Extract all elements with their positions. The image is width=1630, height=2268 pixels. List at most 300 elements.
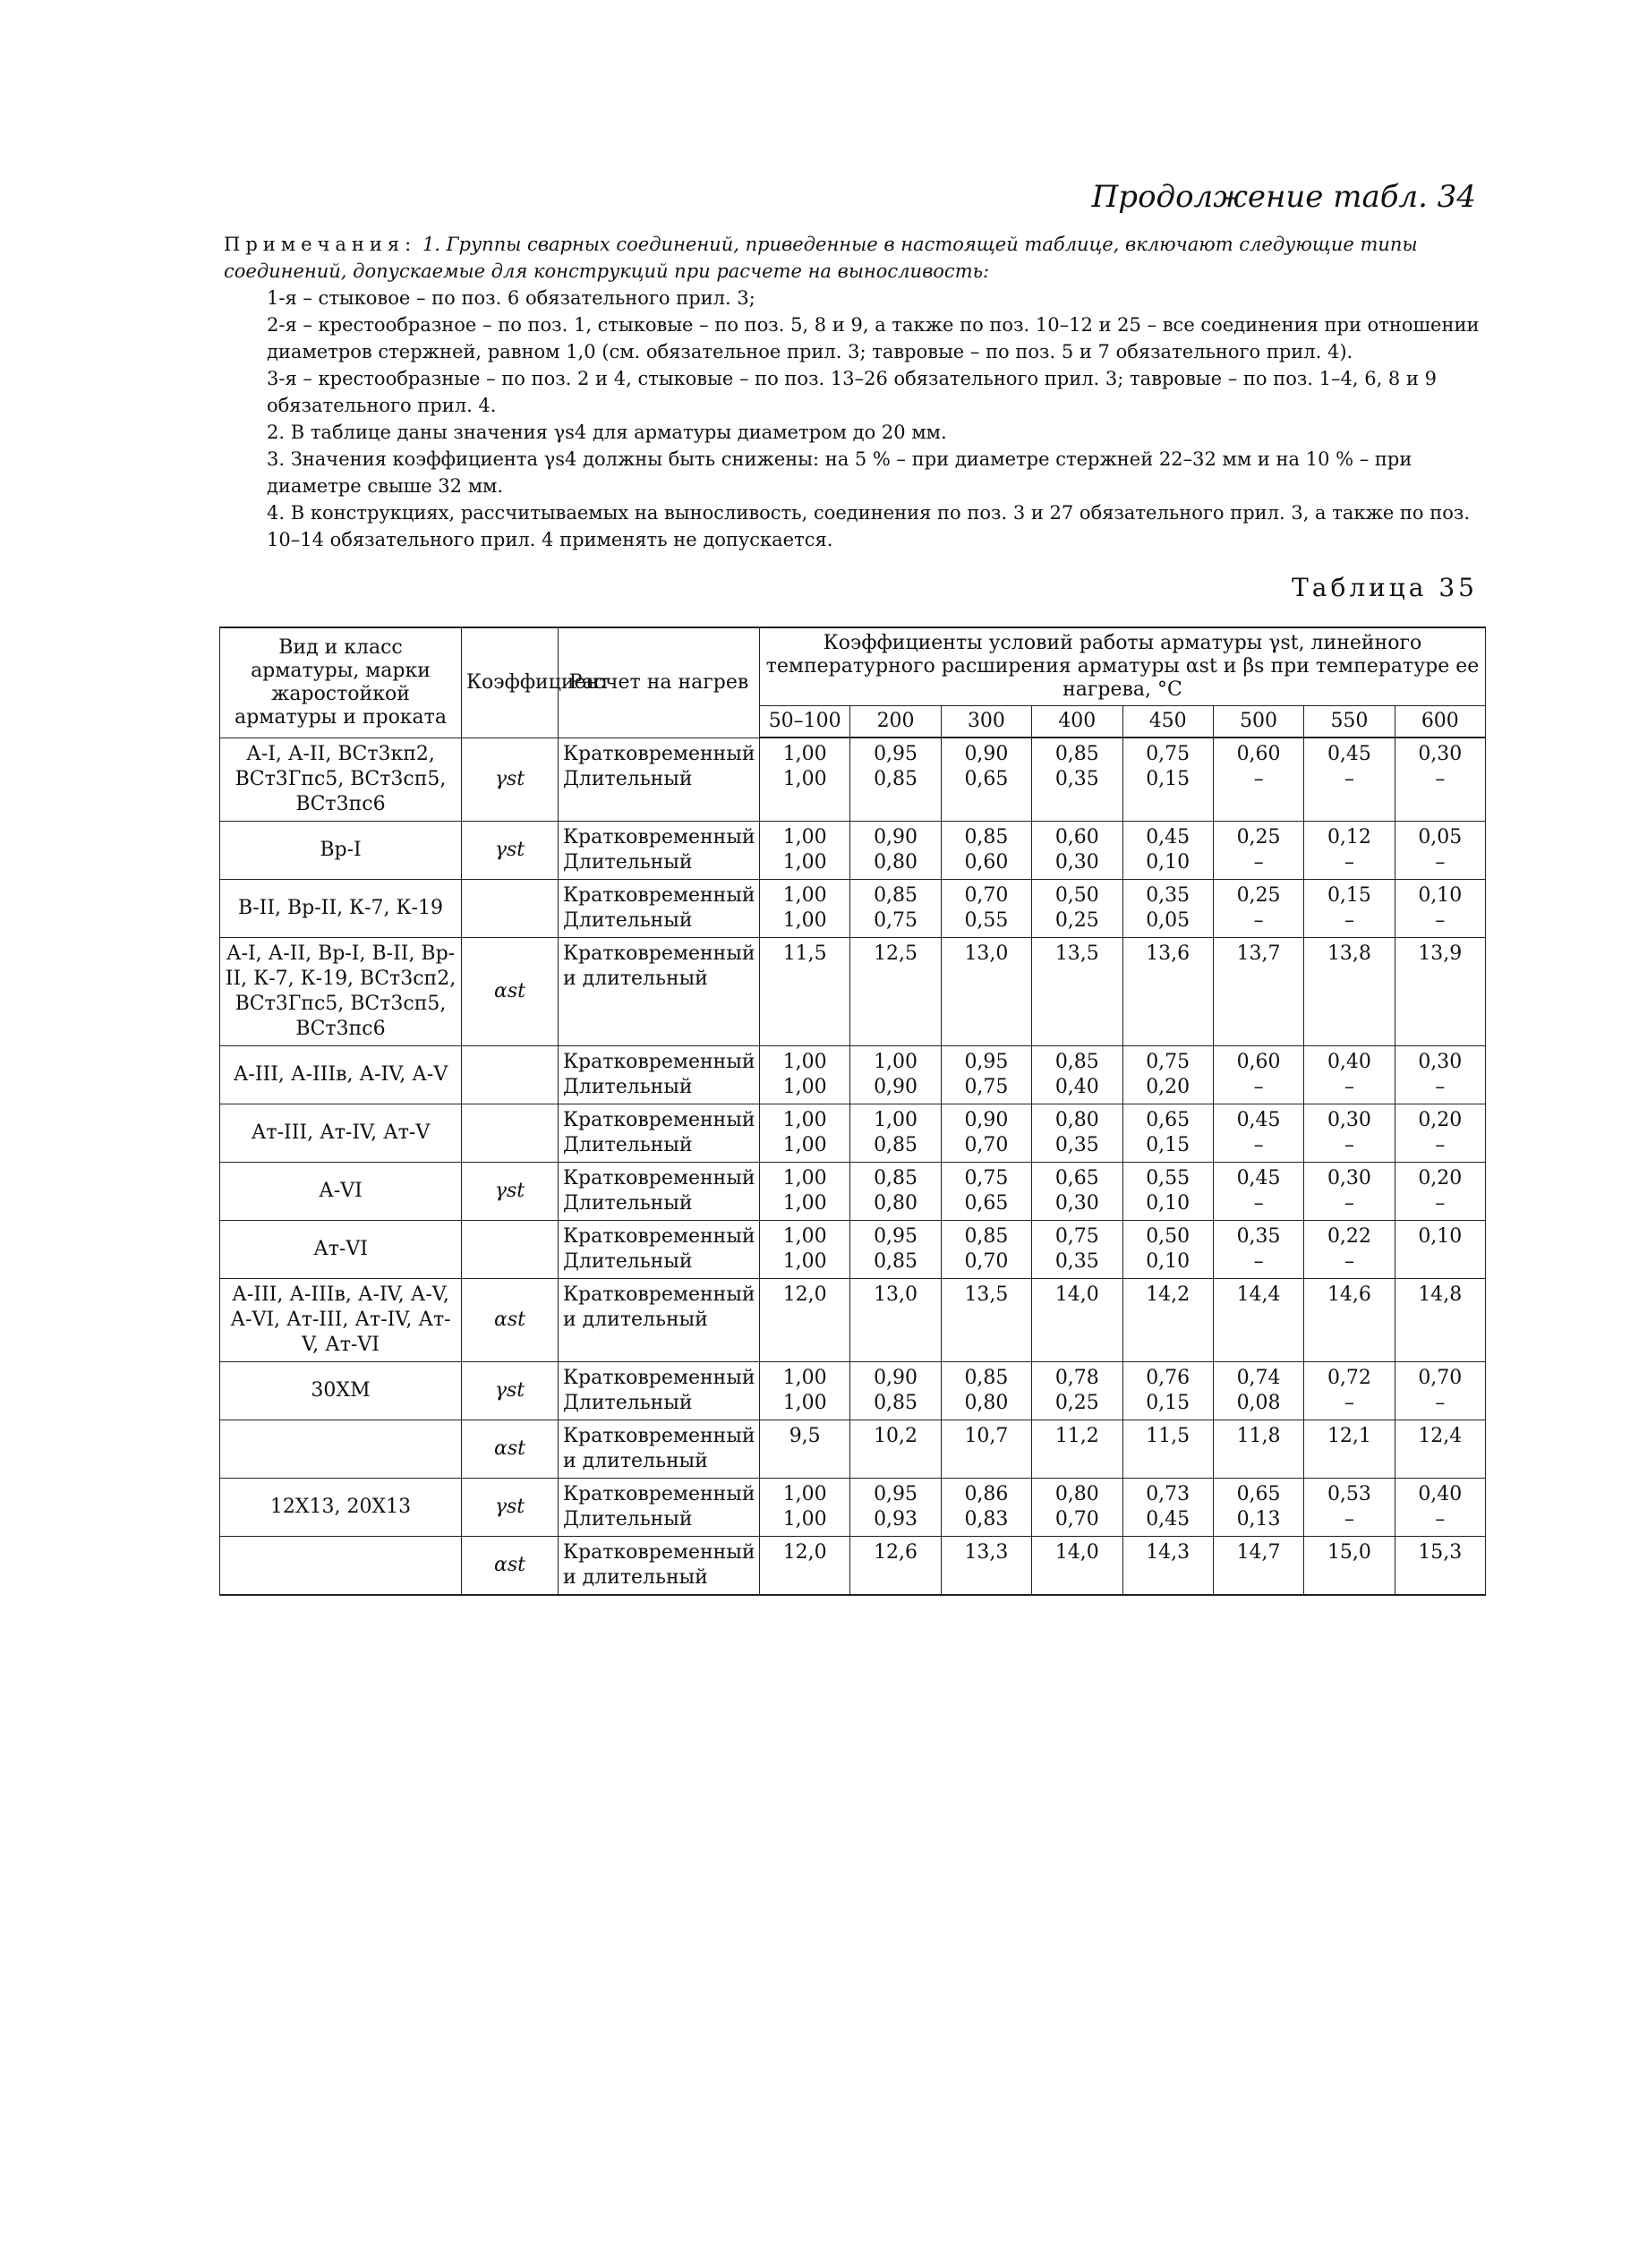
value-line: 0,80 xyxy=(874,850,918,874)
value-cell xyxy=(1304,937,1395,1045)
note-3: 3. Значения коэффициента γs4 должны быть снижены: на 5 % – при диаметре стержней 22–32 мм и на 10 % – при диаметре свыше 32 мм. xyxy=(267,448,1412,497)
value-line: 0,40 xyxy=(1054,1075,1099,1098)
calc-line: Длительный xyxy=(563,908,693,932)
value-line: 0,53 xyxy=(1327,1482,1371,1505)
value-line: 0,05 xyxy=(1146,908,1190,932)
calc-cell xyxy=(559,1045,760,1104)
value-cell xyxy=(941,1420,1031,1478)
coef-cell: γst xyxy=(462,1162,559,1220)
value-line: 0,85 xyxy=(874,1133,918,1156)
value-line: 0,95 xyxy=(874,1482,918,1505)
value-line: 13,0 xyxy=(964,942,1009,965)
value-cell xyxy=(850,937,941,1045)
value-cell xyxy=(1213,1361,1303,1420)
value-cell xyxy=(1122,879,1213,937)
calc-line: Кратковременный xyxy=(563,1424,755,1447)
value-line: 0,30 xyxy=(1327,1166,1371,1189)
value-cell xyxy=(1213,1104,1303,1162)
temperature-header: 550 xyxy=(1304,706,1395,738)
kind-cell: Вр-I xyxy=(220,821,462,879)
value-cell xyxy=(850,1162,941,1220)
value-cell xyxy=(1395,879,1485,937)
value-cell xyxy=(1032,1220,1122,1278)
calc-line: Кратковременный xyxy=(563,1224,755,1248)
value-cell xyxy=(941,738,1031,821)
temperature-header: 500 xyxy=(1213,706,1303,738)
value-line: – xyxy=(1253,1191,1264,1215)
value-line: 0,55 xyxy=(1146,1166,1190,1189)
calc-line: и длительный xyxy=(563,1449,708,1472)
calc-line: Кратковременный xyxy=(563,1366,755,1389)
value-cell xyxy=(760,821,850,879)
value-line: 9,5 xyxy=(789,1424,821,1447)
value-cell xyxy=(760,1045,850,1104)
table-row xyxy=(220,1536,1486,1595)
value-line: 0,70 xyxy=(964,1249,1009,1273)
table-title: Таблица 35 xyxy=(1292,573,1478,602)
value-line: 0,76 xyxy=(1146,1366,1190,1389)
value-line: – xyxy=(1435,1391,1446,1414)
value-line: 13,7 xyxy=(1236,942,1281,965)
value-cell xyxy=(1122,1104,1213,1162)
value-line: 0,60 xyxy=(964,850,1009,874)
calc-line: Длительный xyxy=(563,1391,693,1414)
value-line: 0,75 xyxy=(964,1166,1009,1189)
value-cell xyxy=(1304,1278,1395,1361)
value-cell xyxy=(1395,1104,1485,1162)
value-line: 0,95 xyxy=(874,1224,918,1248)
kind-cell: Ат-VI xyxy=(220,1220,462,1278)
value-line: 0,70 xyxy=(964,1133,1009,1156)
value-line: 14,6 xyxy=(1327,1283,1371,1306)
header-kind: Вид и класс арматуры, марки жаростойкой арматуры и проката xyxy=(220,627,462,738)
value-cell xyxy=(1304,821,1395,879)
value-line: 14,0 xyxy=(1054,1540,1099,1564)
calc-line: Кратковременный xyxy=(563,825,755,848)
coef-cell: γst xyxy=(462,821,559,879)
continuation-caption: Продолжение табл. 34 xyxy=(1091,179,1476,215)
table-row xyxy=(220,1278,1486,1361)
value-cell xyxy=(760,1478,850,1536)
value-cell xyxy=(941,821,1031,879)
value-line: 0,90 xyxy=(874,825,918,848)
value-line: 11,5 xyxy=(782,942,827,965)
value-cell xyxy=(1213,879,1303,937)
value-line: 0,45 xyxy=(1146,1507,1190,1530)
value-line: 12,4 xyxy=(1418,1424,1463,1447)
value-line: 0,93 xyxy=(874,1507,918,1530)
value-line: 0,75 xyxy=(1146,1050,1190,1073)
value-line: 0,15 xyxy=(1327,883,1371,907)
value-cell xyxy=(1122,1420,1213,1478)
value-cell xyxy=(1213,821,1303,879)
value-line: – xyxy=(1253,1133,1264,1156)
coef-cell xyxy=(462,879,559,937)
calc-line: Кратковременный xyxy=(563,942,755,965)
calc-line: и длительный xyxy=(563,967,708,990)
value-cell xyxy=(760,879,850,937)
calc-line: и длительный xyxy=(563,1565,708,1589)
value-line: 0,35 xyxy=(1236,1224,1281,1248)
kind-cell: А-III, А-IIIв, А-IV, А-V xyxy=(220,1045,462,1104)
value-cell xyxy=(850,1220,941,1278)
value-cell xyxy=(850,879,941,937)
header-row xyxy=(220,627,1486,706)
value-line: 0,75 xyxy=(1146,743,1190,765)
value-cell xyxy=(1122,937,1213,1045)
value-cell xyxy=(1032,937,1122,1045)
value-line: 0,95 xyxy=(874,743,918,765)
calc-cell xyxy=(559,1104,760,1162)
value-line: 0,30 xyxy=(1054,1191,1099,1215)
value-cell xyxy=(941,1478,1031,1536)
temperature-header: 450 xyxy=(1122,706,1213,738)
value-line: 1,00 xyxy=(782,1366,827,1389)
calc-line: Длительный xyxy=(563,1191,693,1215)
value-line: 0,30 xyxy=(1327,1108,1371,1131)
value-line: 0,65 xyxy=(964,768,1009,790)
value-line: 0,40 xyxy=(1327,1050,1371,1073)
value-line: 1,00 xyxy=(782,1166,827,1189)
value-cell xyxy=(1304,1536,1395,1595)
value-line: 0,65 xyxy=(1054,1166,1099,1189)
kind-cell: В-II, Вр-II, К-7, К-19 xyxy=(220,879,462,937)
calc-line: Кратковременный xyxy=(563,742,755,765)
value-cell xyxy=(1395,1420,1485,1478)
value-cell xyxy=(1122,1478,1213,1536)
value-cell xyxy=(1395,1162,1485,1220)
value-cell xyxy=(1304,1478,1395,1536)
value-line: 1,00 xyxy=(782,1224,827,1248)
value-cell xyxy=(1032,1420,1122,1478)
value-line: 0,85 xyxy=(964,1224,1009,1248)
kind-cell: А-VI xyxy=(220,1162,462,1220)
table-row xyxy=(220,1478,1486,1536)
value-cell xyxy=(1395,937,1485,1045)
coef-cell: αst xyxy=(462,1536,559,1595)
value-line: 15,3 xyxy=(1418,1540,1463,1564)
value-line: 0,25 xyxy=(1236,825,1281,848)
value-cell xyxy=(941,937,1031,1045)
value-cell xyxy=(1213,738,1303,821)
table-row xyxy=(220,1220,1486,1278)
value-line: – xyxy=(1435,850,1446,874)
calc-cell xyxy=(559,738,760,821)
value-line: 1,00 xyxy=(782,1050,827,1073)
value-cell xyxy=(1032,1278,1122,1361)
note-2: 2. В таблице даны значения γs4 для арматуры диаметром до 20 мм. xyxy=(267,422,947,443)
value-cell xyxy=(1122,1220,1213,1278)
kind-cell: Ат-III, Ат-IV, Ат-V xyxy=(220,1104,462,1162)
value-line: 0,90 xyxy=(874,1075,918,1098)
table-row xyxy=(220,738,1486,821)
value-line: 0,83 xyxy=(964,1507,1009,1530)
table-row xyxy=(220,1104,1486,1162)
value-cell xyxy=(1304,1420,1395,1478)
note-1-group-1: 1-я – стыковое – по поз. 6 обязательного прил. 3; xyxy=(267,287,755,309)
value-line: 11,2 xyxy=(1054,1424,1099,1447)
value-line: 0,25 xyxy=(1054,908,1099,932)
value-line: – xyxy=(1253,850,1264,874)
coef-cell xyxy=(462,1220,559,1278)
value-cell xyxy=(850,1045,941,1104)
value-line: 0,40 xyxy=(1418,1482,1463,1505)
value-line: 14,4 xyxy=(1236,1283,1281,1306)
value-cell xyxy=(1304,1045,1395,1104)
value-line: 0,22 xyxy=(1327,1224,1371,1248)
value-line: 0,85 xyxy=(874,768,918,790)
value-line: 14,7 xyxy=(1236,1540,1281,1564)
calc-cell xyxy=(559,1478,760,1536)
calc-cell xyxy=(559,1162,760,1220)
value-cell xyxy=(941,1278,1031,1361)
value-line: 0,10 xyxy=(1418,1224,1463,1248)
value-cell xyxy=(1032,738,1122,821)
calc-line: и длительный xyxy=(563,1308,708,1331)
value-line: 0,10 xyxy=(1146,1249,1190,1273)
value-cell xyxy=(760,1536,850,1595)
value-line: 10,7 xyxy=(964,1424,1009,1447)
value-line: 1,00 xyxy=(782,1391,827,1414)
coefficients-table xyxy=(219,627,1486,1596)
table-row xyxy=(220,1162,1486,1220)
value-line: 0,85 xyxy=(874,883,918,907)
value-line: 0,85 xyxy=(964,1366,1009,1389)
value-cell xyxy=(850,1420,941,1478)
calc-cell xyxy=(559,1278,760,1361)
value-line: 0,35 xyxy=(1054,1249,1099,1273)
value-cell xyxy=(760,1278,850,1361)
calc-cell xyxy=(559,1220,760,1278)
value-cell xyxy=(941,1104,1031,1162)
coef-cell xyxy=(462,1104,559,1162)
calc-line: Длительный xyxy=(563,1249,693,1273)
value-line: – xyxy=(1435,1133,1446,1156)
value-line: 1,00 xyxy=(782,1249,827,1273)
value-line: 13,3 xyxy=(964,1540,1009,1564)
value-line: 0,55 xyxy=(964,908,1009,932)
value-line: 0,35 xyxy=(1054,768,1099,790)
value-cell xyxy=(1122,1361,1213,1420)
value-line: 0,45 xyxy=(1146,825,1190,848)
value-line: – xyxy=(1435,1075,1446,1098)
value-cell xyxy=(1122,821,1213,879)
value-cell xyxy=(760,738,850,821)
value-cell xyxy=(850,1361,941,1420)
value-line: 0,15 xyxy=(1146,1133,1190,1156)
value-cell xyxy=(1032,1361,1122,1420)
value-line: 14,0 xyxy=(1054,1283,1099,1306)
value-line: 1,00 xyxy=(782,743,827,765)
value-line: 1,00 xyxy=(874,1108,918,1131)
value-line: 0,10 xyxy=(1146,850,1190,874)
value-cell xyxy=(1122,1536,1213,1595)
value-line: 0,95 xyxy=(964,1050,1009,1073)
value-line: 0,45 xyxy=(1327,743,1371,765)
note-1-group-2: 2-я – крестообразное – по поз. 1, стыковые – по поз. 5, 8 и 9, а также по поз. 10–12 и 25 – все соединения при отношении диаметров стержней, равном 1,0 (см. обязательное прил. 3; тавровые – по поз. 5 и 7 обязательного прил. 4). xyxy=(267,314,1480,362)
value-cell xyxy=(1122,1278,1213,1361)
calc-line: Длительный xyxy=(563,767,693,790)
value-line: 11,8 xyxy=(1236,1424,1281,1447)
value-cell xyxy=(850,821,941,879)
value-line: 12,5 xyxy=(874,942,918,965)
value-cell xyxy=(1122,738,1213,821)
value-line: 0,25 xyxy=(1236,883,1281,907)
value-line: – xyxy=(1344,1507,1354,1530)
value-cell xyxy=(1213,1220,1303,1278)
value-line: 15,0 xyxy=(1327,1540,1371,1564)
value-cell xyxy=(1032,1104,1122,1162)
temperature-header: 50–100 xyxy=(760,706,850,738)
value-line: 13,0 xyxy=(874,1283,918,1306)
value-line: 14,2 xyxy=(1146,1283,1190,1306)
value-line: 0,20 xyxy=(1146,1075,1190,1098)
value-line: 0,72 xyxy=(1327,1366,1371,1389)
value-line: 12,6 xyxy=(874,1540,918,1564)
value-line: 0,86 xyxy=(964,1482,1009,1505)
value-line: 0,85 xyxy=(874,1166,918,1189)
value-line: 0,75 xyxy=(874,908,918,932)
value-line: 1,00 xyxy=(782,1482,827,1505)
coef-cell: αst xyxy=(462,937,559,1045)
value-cell xyxy=(850,1478,941,1536)
value-line: 0,20 xyxy=(1418,1108,1463,1131)
value-line: 0,70 xyxy=(964,883,1009,907)
value-cell xyxy=(1213,1478,1303,1536)
value-line: 0,12 xyxy=(1327,825,1371,848)
value-cell xyxy=(1032,821,1122,879)
value-line: – xyxy=(1253,908,1264,932)
value-line: 0,08 xyxy=(1236,1391,1281,1414)
value-line: 0,65 xyxy=(1146,1108,1190,1131)
value-line: – xyxy=(1253,1249,1264,1273)
value-line: 1,00 xyxy=(782,883,827,907)
value-line: 0,05 xyxy=(1418,825,1463,848)
temperature-header: 200 xyxy=(850,706,941,738)
value-cell xyxy=(760,1162,850,1220)
table-row xyxy=(220,1361,1486,1420)
value-cell xyxy=(1304,738,1395,821)
value-line: 13,8 xyxy=(1327,942,1371,965)
value-line: – xyxy=(1435,1507,1446,1530)
table-row xyxy=(220,937,1486,1045)
value-line: 0,13 xyxy=(1236,1507,1281,1530)
value-line: – xyxy=(1435,908,1446,932)
value-cell xyxy=(850,738,941,821)
value-line: 1,00 xyxy=(782,1075,827,1098)
value-line: 0,35 xyxy=(1146,883,1190,907)
value-cell xyxy=(941,879,1031,937)
value-cell xyxy=(941,1220,1031,1278)
note-1-lead: 1. Группы сварных соединений, приведенные в настоящей таблице, включают следующие типы соединений, допускаемые для конструкций при расчете на выносливость: xyxy=(224,234,1418,282)
calc-line: Кратковременный xyxy=(563,1050,755,1073)
temperature-header: 300 xyxy=(941,706,1031,738)
header-calc: Расчет на нагрев xyxy=(559,627,760,738)
calc-line: Кратковременный xyxy=(563,1540,755,1564)
value-line: 0,10 xyxy=(1146,1191,1190,1215)
value-line: 0,30 xyxy=(1418,1050,1463,1073)
value-line: 0,70 xyxy=(1418,1366,1463,1389)
value-cell xyxy=(760,1220,850,1278)
value-cell xyxy=(760,1361,850,1420)
value-cell xyxy=(1395,821,1485,879)
coef-cell: γst xyxy=(462,738,559,821)
value-cell xyxy=(850,1278,941,1361)
value-cell xyxy=(760,1104,850,1162)
value-line: 1,00 xyxy=(782,908,827,932)
coef-cell: αst xyxy=(462,1278,559,1361)
value-line: 0,50 xyxy=(1146,1224,1190,1248)
value-cell xyxy=(850,1104,941,1162)
value-line: 1,00 xyxy=(782,1191,827,1215)
value-line: 12,0 xyxy=(782,1283,827,1306)
value-cell xyxy=(1395,1278,1485,1361)
value-line: 1,00 xyxy=(782,768,827,790)
value-line: 1,00 xyxy=(782,1133,827,1156)
value-line: 0,75 xyxy=(964,1075,1009,1098)
value-line: – xyxy=(1344,1249,1354,1273)
value-line: – xyxy=(1344,908,1354,932)
value-line: 0,80 xyxy=(874,1191,918,1215)
value-line: 0,35 xyxy=(1054,1133,1099,1156)
table-row xyxy=(220,1420,1486,1478)
value-line: 0,15 xyxy=(1146,768,1190,790)
value-line: – xyxy=(1253,1075,1264,1098)
value-line: 13,9 xyxy=(1418,942,1463,965)
value-cell xyxy=(1395,1045,1485,1104)
value-line: – xyxy=(1344,1075,1354,1098)
header-coef: Коэффициент xyxy=(462,627,559,738)
value-line: 0,80 xyxy=(964,1391,1009,1414)
value-line: 0,80 xyxy=(1054,1482,1099,1505)
value-line: – xyxy=(1344,768,1354,790)
calc-line: Кратковременный xyxy=(563,1283,755,1306)
kind-cell: 12Х13, 20Х13 xyxy=(220,1478,462,1536)
value-line: 0,65 xyxy=(964,1191,1009,1215)
value-line: 0,65 xyxy=(1236,1482,1281,1505)
calc-cell xyxy=(559,821,760,879)
value-line: 0,90 xyxy=(964,743,1009,765)
note-1 xyxy=(224,231,1486,285)
value-line: 0,30 xyxy=(1054,850,1099,874)
value-cell xyxy=(941,1045,1031,1104)
calc-cell xyxy=(559,937,760,1045)
value-cell xyxy=(1032,1478,1122,1536)
value-line: 0,75 xyxy=(1054,1224,1099,1248)
calc-line: Длительный xyxy=(563,850,693,874)
value-cell xyxy=(1395,1220,1485,1278)
kind-cell: 30ХМ xyxy=(220,1361,462,1420)
value-cell xyxy=(1213,1278,1303,1361)
value-line: – xyxy=(1344,1133,1354,1156)
value-cell xyxy=(1304,879,1395,937)
calc-line: Длительный xyxy=(563,1507,693,1530)
calc-line: Кратковременный xyxy=(563,1108,755,1131)
value-line: 0,60 xyxy=(1236,1050,1281,1073)
value-cell xyxy=(1122,1162,1213,1220)
value-line: 1,00 xyxy=(782,1507,827,1530)
value-cell xyxy=(941,1162,1031,1220)
value-line: 0,30 xyxy=(1418,743,1463,765)
value-line: 0,85 xyxy=(874,1391,918,1414)
note-4: 4. В конструкциях, рассчитываемых на выносливость, соединения по поз. 3 и 27 обязательного прил. 3, а также по поз. 10–14 обязательного прил. 4 применять не допускается. xyxy=(267,502,1471,550)
notes-title: Примечания: xyxy=(224,234,417,255)
value-line: – xyxy=(1344,1191,1354,1215)
kind-cell: А-I, А-II, Вр-I, В-II, Вр-II, К-7, К-19, ВСт3сп2, ВСт3Гпс5, ВСт3сп5, ВСт3пс6 xyxy=(220,937,462,1045)
value-line: – xyxy=(1435,1191,1446,1215)
calc-line: Кратковременный xyxy=(563,1166,755,1189)
value-cell xyxy=(1032,879,1122,937)
